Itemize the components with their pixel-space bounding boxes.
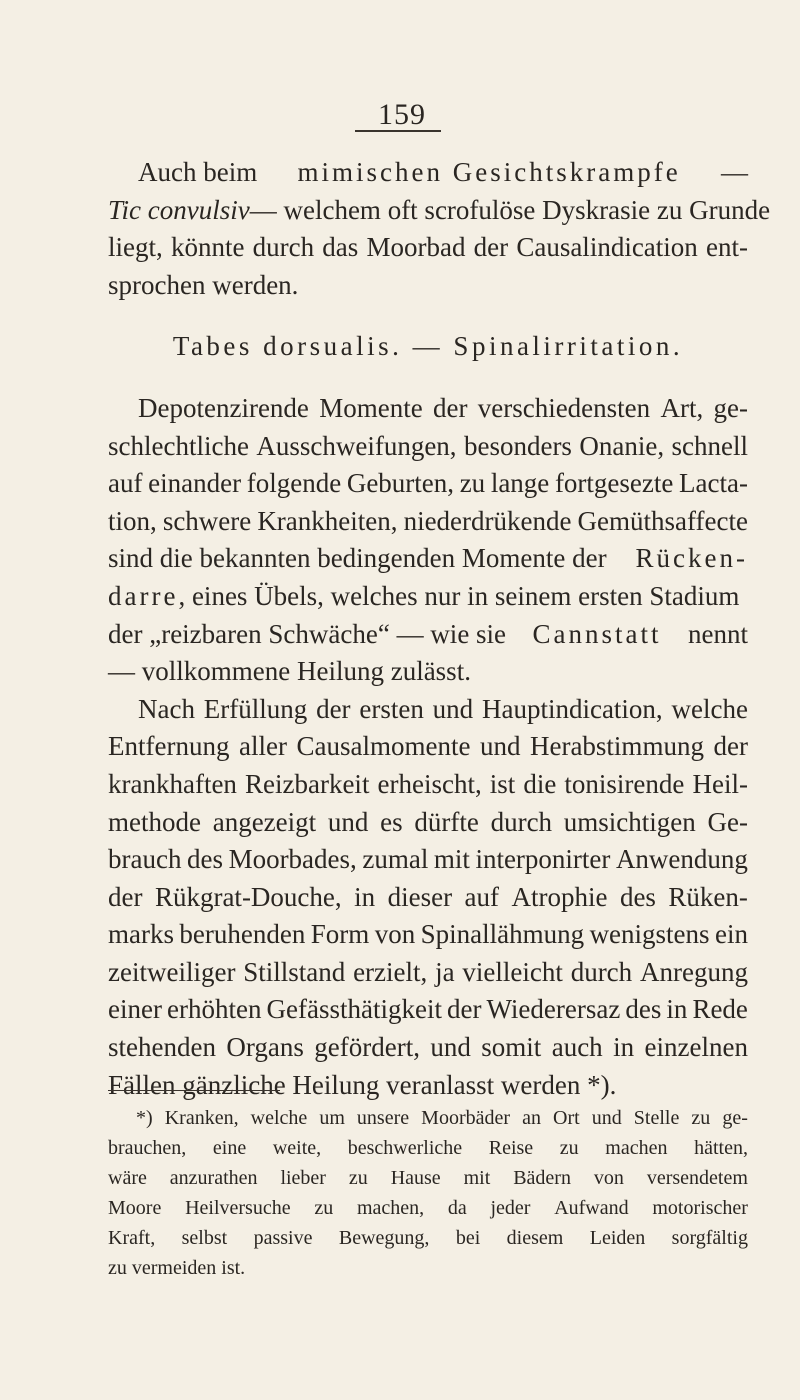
text-line: einer erhöhten Gefässthätigkeit der Wiederersaz des in Rede bbox=[108, 994, 748, 1025]
text-line: sprochen werden. bbox=[108, 269, 299, 300]
page-number-rule bbox=[355, 130, 441, 132]
footnote-line: *) Kranken, welche um unsere Moorbäder an Ort und Stelle zu ge- bbox=[136, 1107, 748, 1129]
footnote-line: zu vermeiden ist. bbox=[108, 1257, 246, 1279]
emphasized-term: mimischen Gesichtskrampfe bbox=[297, 157, 681, 187]
text-line: Entfernung aller Causalmomente und Herabstimmung der bbox=[108, 731, 748, 762]
text-line: darre, eines Übels, welches nur in seinem ersten Stadium bbox=[108, 580, 740, 611]
text-line: Nach Erfüllung der ersten und Hauptindication, welche bbox=[138, 693, 748, 724]
text-line: Depotenzirende Momente der verschiedensten Art, ge- bbox=[138, 392, 748, 423]
text-line: brauch des Moorbades, zumal mit interponirter Anwendung bbox=[108, 844, 748, 875]
text-line: der „reizbaren Schwäche“ — wie sie Cannstatt nennt bbox=[108, 616, 748, 654]
text-line: der Rükgrat-Douche, in dieser auf Atrophie des Rüken- bbox=[108, 881, 748, 912]
text-line: sind die bekannten bedingenden Momente der Rücken- bbox=[108, 540, 748, 578]
text-line: krankhaften Reizbarkeit erheischt, ist die tonisirende Heil- bbox=[108, 768, 748, 799]
text-line: liegt, könnte durch das Moorbad der Causalindication ent- bbox=[108, 232, 748, 263]
body-text bbox=[108, 154, 771, 1104]
footnote-line: wäre anzurathen lieber zu Hause mit Bädern von versendetem bbox=[108, 1167, 748, 1189]
text-line: Tic convulsiv — welchem oft scrofulöse Dyskrasie zu Grunde bbox=[108, 192, 748, 230]
footnote-rule bbox=[108, 1090, 280, 1091]
text-line: Fällen gänzliche Heilung veranlasst werden *). bbox=[108, 1069, 617, 1100]
text-line: auf einander folgende Geburten, zu lange fortgesezte Lacta- bbox=[108, 468, 748, 499]
emphasized-name: Cannstatt bbox=[532, 618, 662, 649]
page-number: 159 bbox=[378, 98, 426, 131]
footnote-line: brauchen, eine weite, beschwerliche Reise zu machen hätten, bbox=[108, 1137, 748, 1159]
text-line: marks beruhenden Form von Spinallähmung wenigstens ein bbox=[108, 919, 748, 950]
text-line: stehenden Organs gefördert, und somit auch in einzelnen bbox=[108, 1032, 748, 1063]
text-line: — vollkommene Heilung zulässt. bbox=[108, 656, 471, 687]
text-line: methode angezeigt und es dürfte durch umsichtigen Ge- bbox=[108, 806, 748, 837]
italic-term: Tic convulsiv bbox=[108, 194, 250, 225]
section-heading: Tabes dorsualis. — Spinalirritation. bbox=[172, 331, 684, 362]
footnote-line: Kraft, selbst passive Bewegung, bei diesem Leiden sorgfältig bbox=[108, 1227, 748, 1249]
emphasized-term: darre bbox=[108, 580, 179, 611]
footnote bbox=[108, 1103, 748, 1283]
text-line: tion, schwere Krankheiten, niederdrükende Gemüthsaffecte bbox=[108, 505, 748, 536]
emphasized-term: Rücken- bbox=[635, 543, 748, 574]
text-line: schlechtliche Ausschweifungen, besonders Onanie, schnell bbox=[108, 430, 748, 461]
footnote-line: Moore Heilversuche zu machen, da jeder Aufwand motorischer bbox=[108, 1197, 748, 1219]
text-line: zeitweiliger Stillstand erzielt, ja vielleicht durch Anregung bbox=[108, 956, 748, 987]
text-line: Auch beim mimischen Gesichtskrampfe — bbox=[108, 154, 748, 192]
